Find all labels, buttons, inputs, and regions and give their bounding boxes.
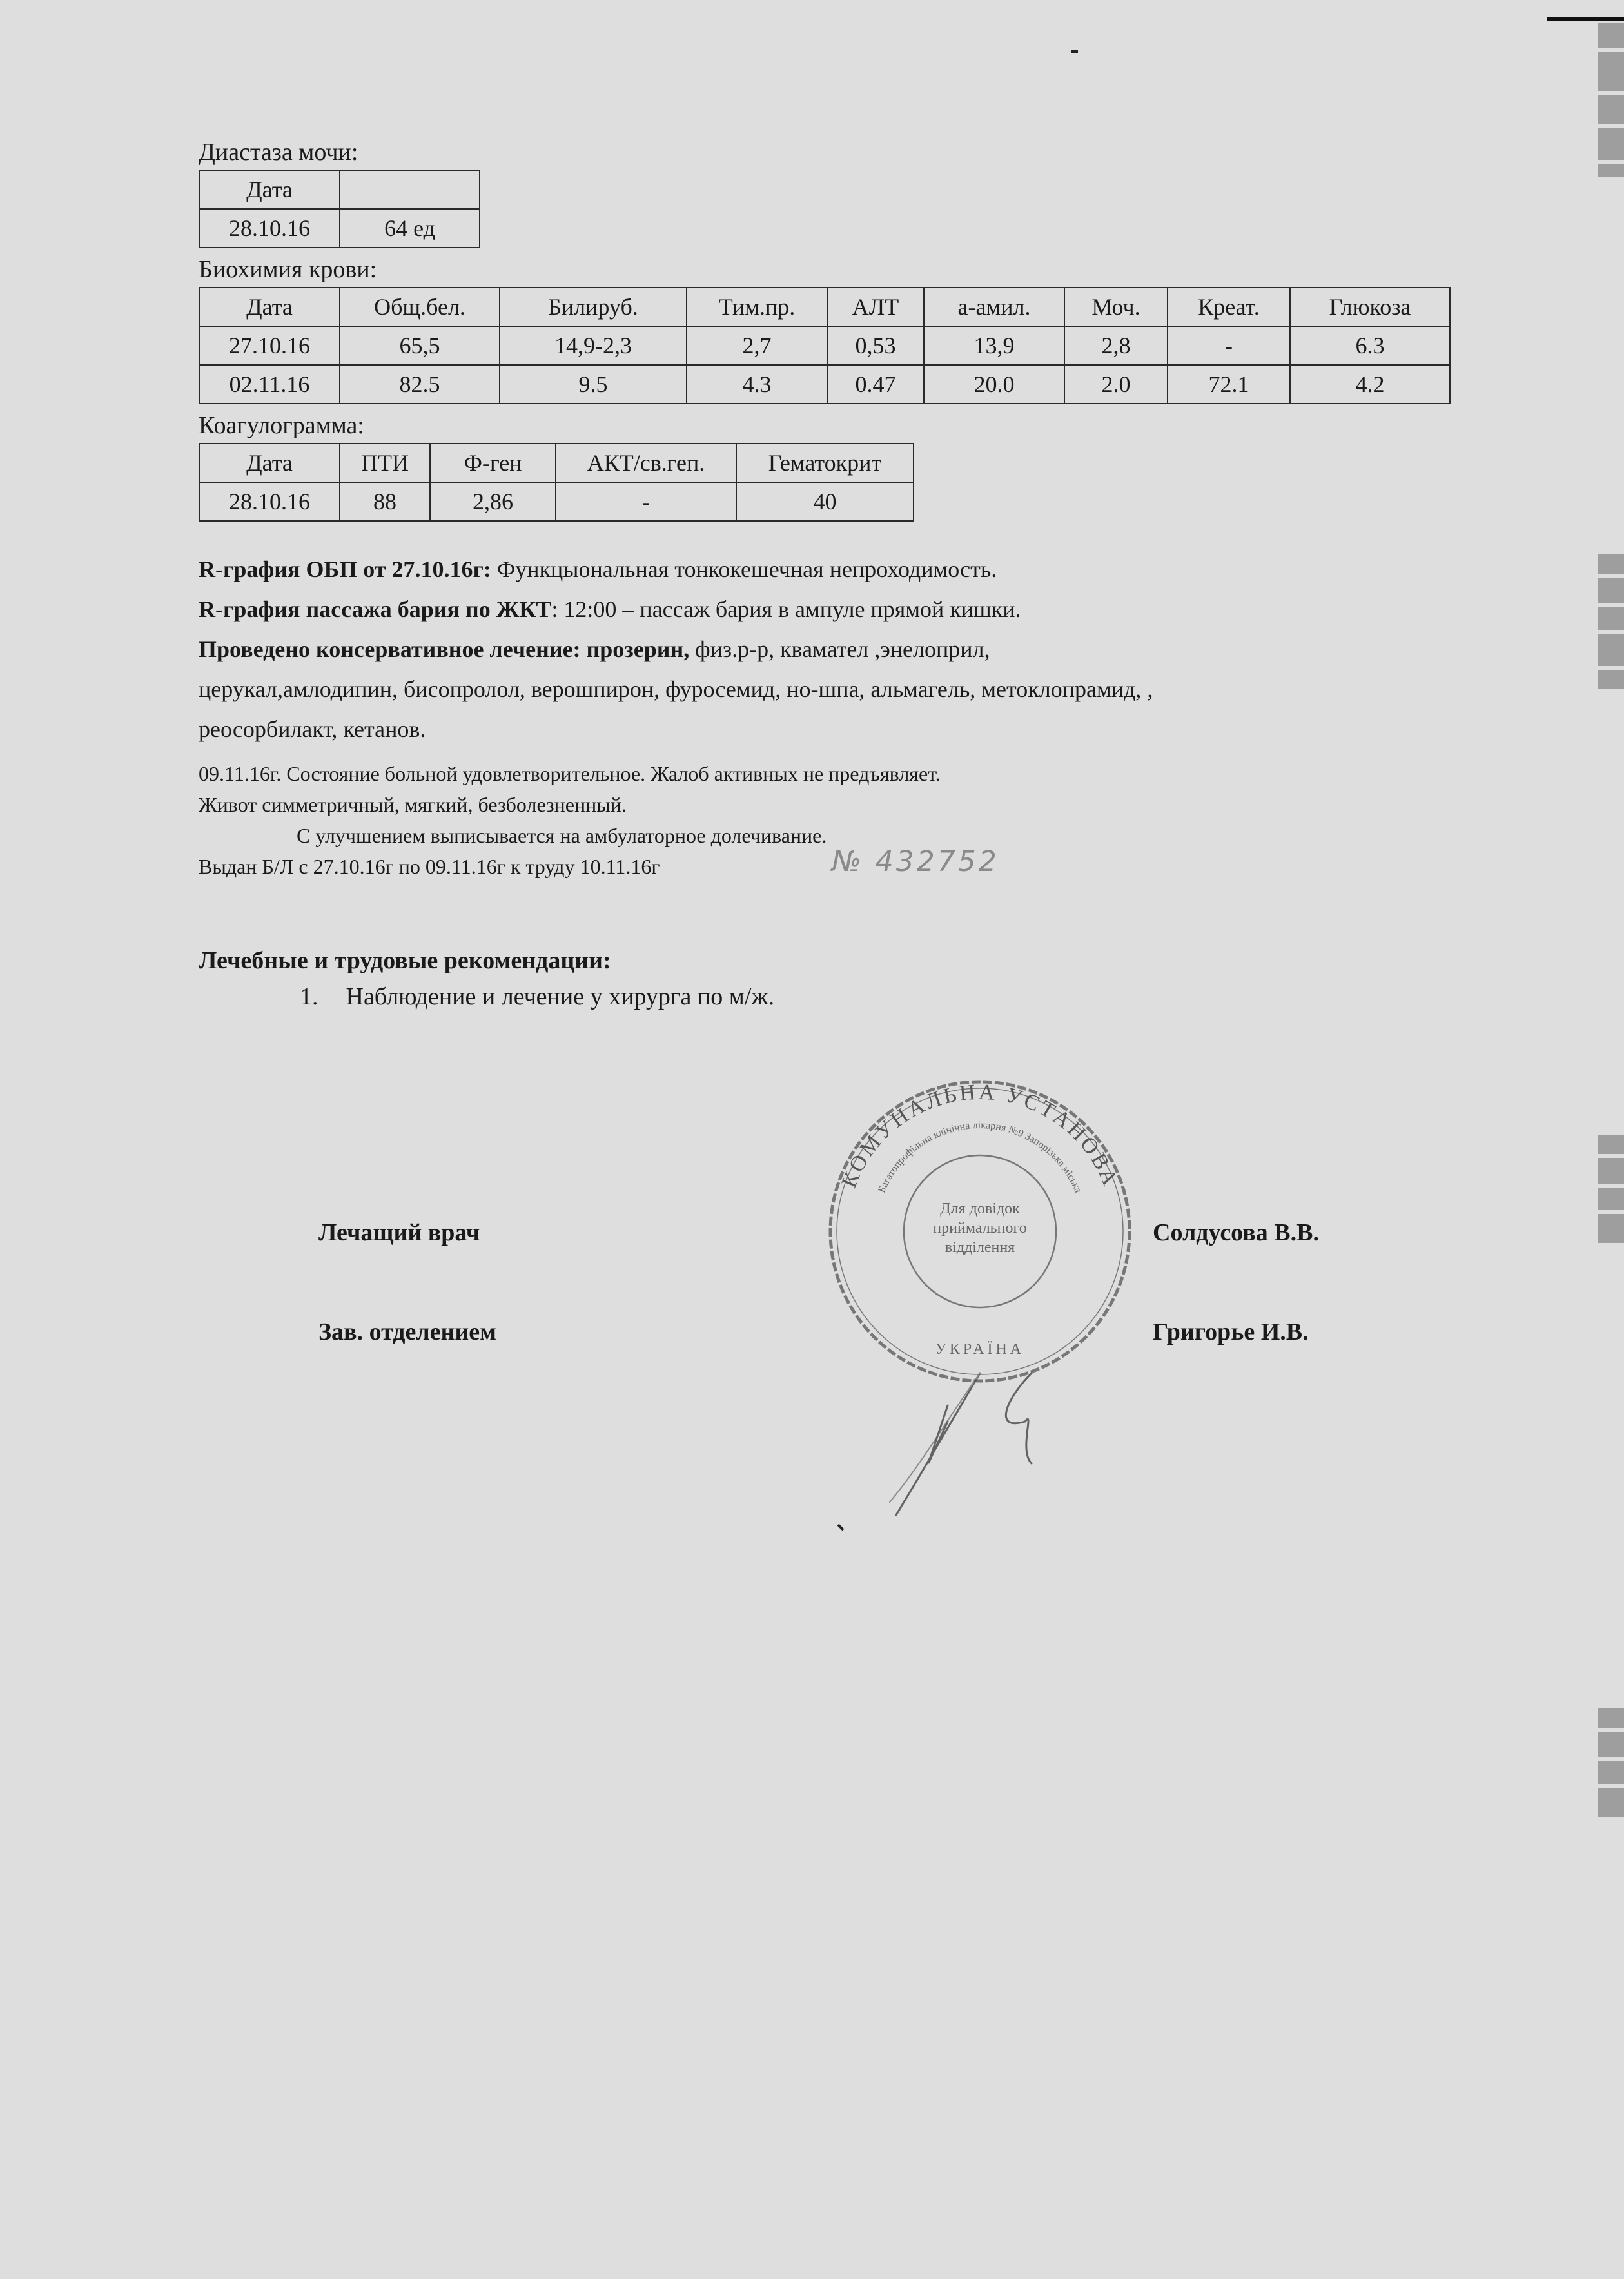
urine-diastase-table xyxy=(199,170,480,248)
discharge-line-2: Живот симметричный, мягкий, безболезненный. xyxy=(199,793,627,816)
treatment-text: физ.р-р, квамател ,энелоприл, xyxy=(689,636,990,662)
svg-text:КОМУНАЛЬНА УСТАНОВА xyxy=(837,1081,1122,1191)
table-cell: 82.5 xyxy=(340,365,500,404)
table-cell: - xyxy=(1168,326,1290,365)
handwritten-number: № 432752 xyxy=(832,845,999,878)
blood-biochem-title: Биохимия крови: xyxy=(199,256,377,283)
table-cell: 28.10.16 xyxy=(199,209,340,248)
scan-edge-line xyxy=(1547,17,1624,21)
recommendation-number: 1. xyxy=(300,983,318,1010)
table-header-row xyxy=(199,288,1450,326)
table-row xyxy=(199,326,1450,365)
table-cell: 27.10.16 xyxy=(199,326,340,365)
table-header-cell: Билируб. xyxy=(500,288,687,326)
scan-tick xyxy=(838,1525,843,1530)
table-header-cell: Тим.пр. xyxy=(687,288,827,326)
table-row xyxy=(199,482,914,521)
table-header-cell xyxy=(340,170,480,209)
table-cell: 88 xyxy=(340,482,430,521)
table-cell: 9.5 xyxy=(500,365,687,404)
treatment-line-2: церукал,амлодипин, бисопролол, верошпирон, фуросемид, но-шпа, альмагель, метоклопрамид, , xyxy=(199,676,1153,702)
table-cell: 13,9 xyxy=(924,326,1064,365)
xray-abdomen-label: R-графия ОБП от 27.10.16г: xyxy=(199,556,491,582)
table-header-cell: Дата xyxy=(199,170,340,209)
table-header-cell: Ф-ген xyxy=(430,444,556,482)
stamp-outer-text: КОМУНАЛЬНА УСТАНОВА xyxy=(837,1080,1123,1191)
recommendations-title: Лечебные и трудовые рекомендации: xyxy=(199,947,611,974)
scan-edge-marks xyxy=(1598,554,1624,693)
signature-strokes xyxy=(890,1373,1032,1515)
attending-doctor-name: Солдусова В.В. xyxy=(1153,1219,1319,1246)
urine-diastase-title: Диастаза мочи: xyxy=(199,139,358,166)
table-header-row xyxy=(199,170,480,209)
table-header-cell: Креат. xyxy=(1168,288,1290,326)
xray-barium-line xyxy=(199,589,1153,629)
recommendation-text: Наблюдение и лечение у хирурга по м/ж. xyxy=(346,983,775,1010)
table-cell: 2,8 xyxy=(1064,326,1168,365)
table-cell: 72.1 xyxy=(1168,365,1290,404)
table-cell: 20.0 xyxy=(924,365,1064,404)
treatment-line xyxy=(199,629,1153,669)
table-cell: 6.3 xyxy=(1290,326,1450,365)
table-cell: 14,9-2,3 xyxy=(500,326,687,365)
table-cell: 65,5 xyxy=(340,326,500,365)
blood-biochem-table xyxy=(199,287,1451,404)
table-cell: 40 xyxy=(736,482,914,521)
table-cell: 0,53 xyxy=(827,326,924,365)
discharge-line-3: С улучшением выписывается на амбулаторное долечивание. xyxy=(297,824,827,847)
discharge-line-1: 09.11.16г. Состояние больной удовлетворительное. Жалоб активных не предъявляет. xyxy=(199,762,941,785)
xray-barium-text: : 12:00 – пассаж бария в ампуле прямой кишки. xyxy=(551,596,1021,622)
attending-doctor-label: Лечащий врач xyxy=(318,1219,480,1246)
findings-block xyxy=(199,549,1153,749)
hospital-stamp xyxy=(819,1070,1141,1534)
table-header-cell: Общ.бел. xyxy=(340,288,500,326)
table-header-cell: Гематокрит xyxy=(736,444,914,482)
table-header-cell: Моч. xyxy=(1064,288,1168,326)
scan-edge-marks xyxy=(1598,1135,1624,1247)
table-cell: 4.2 xyxy=(1290,365,1450,404)
table-header-cell: Дата xyxy=(199,288,340,326)
table-cell: 2,7 xyxy=(687,326,827,365)
scan-edge-marks xyxy=(1598,1708,1624,1821)
stamp-middle-text: Багатопрофільна клінічна лікарня №9 Запорізька міська xyxy=(876,1119,1084,1195)
table-cell: - xyxy=(556,482,736,521)
table-cell: 2.0 xyxy=(1064,365,1168,404)
stamp-bottom-text: УКРАЇНА xyxy=(935,1341,1025,1358)
scan-dash xyxy=(1071,50,1078,53)
xray-abdomen-text: Функцыональная тонкокешечная непроходимость. xyxy=(491,556,997,582)
svg-text:Багатопрофільна клінічна лікар xyxy=(876,1120,1084,1195)
table-row xyxy=(199,365,1450,404)
table-cell: 02.11.16 xyxy=(199,365,340,404)
table-cell: 64 ед xyxy=(340,209,480,248)
table-row xyxy=(199,209,480,248)
table-header-cell: а-амил. xyxy=(924,288,1064,326)
sick-leave-line: Выдан Б/Л с 27.10.16г по 09.11.16г к труду 10.11.16г xyxy=(199,855,660,878)
stamp-center-text: Для довідок приймального відділення xyxy=(933,1200,1027,1256)
table-header-cell: АЛТ xyxy=(827,288,924,326)
table-header-cell: АКТ/св.геп. xyxy=(556,444,736,482)
treatment-line-3: реосорбилакт, кетанов. xyxy=(199,716,426,742)
table-header-cell: ПТИ xyxy=(340,444,430,482)
table-cell: 4.3 xyxy=(687,365,827,404)
recommendation-item xyxy=(300,983,774,1011)
scan-edge-marks xyxy=(1598,23,1624,181)
table-cell: 2,86 xyxy=(430,482,556,521)
coagulogram-title: Коагулограмма: xyxy=(199,412,364,439)
xray-barium-label: R-графия пассажа бария по ЖКТ xyxy=(199,596,552,622)
table-header-cell: Глюкоза xyxy=(1290,288,1450,326)
coagulogram-table xyxy=(199,443,914,522)
department-head-name: Григорье И.В. xyxy=(1153,1318,1309,1345)
xray-abdomen-line xyxy=(199,549,1153,589)
table-header-row xyxy=(199,444,914,482)
treatment-label: Проведено консервативное лечение: прозерин, xyxy=(199,636,690,662)
table-header-cell: Дата xyxy=(199,444,340,482)
table-cell: 28.10.16 xyxy=(199,482,340,521)
table-cell: 0.47 xyxy=(827,365,924,404)
department-head-label: Зав. отделением xyxy=(318,1318,497,1345)
